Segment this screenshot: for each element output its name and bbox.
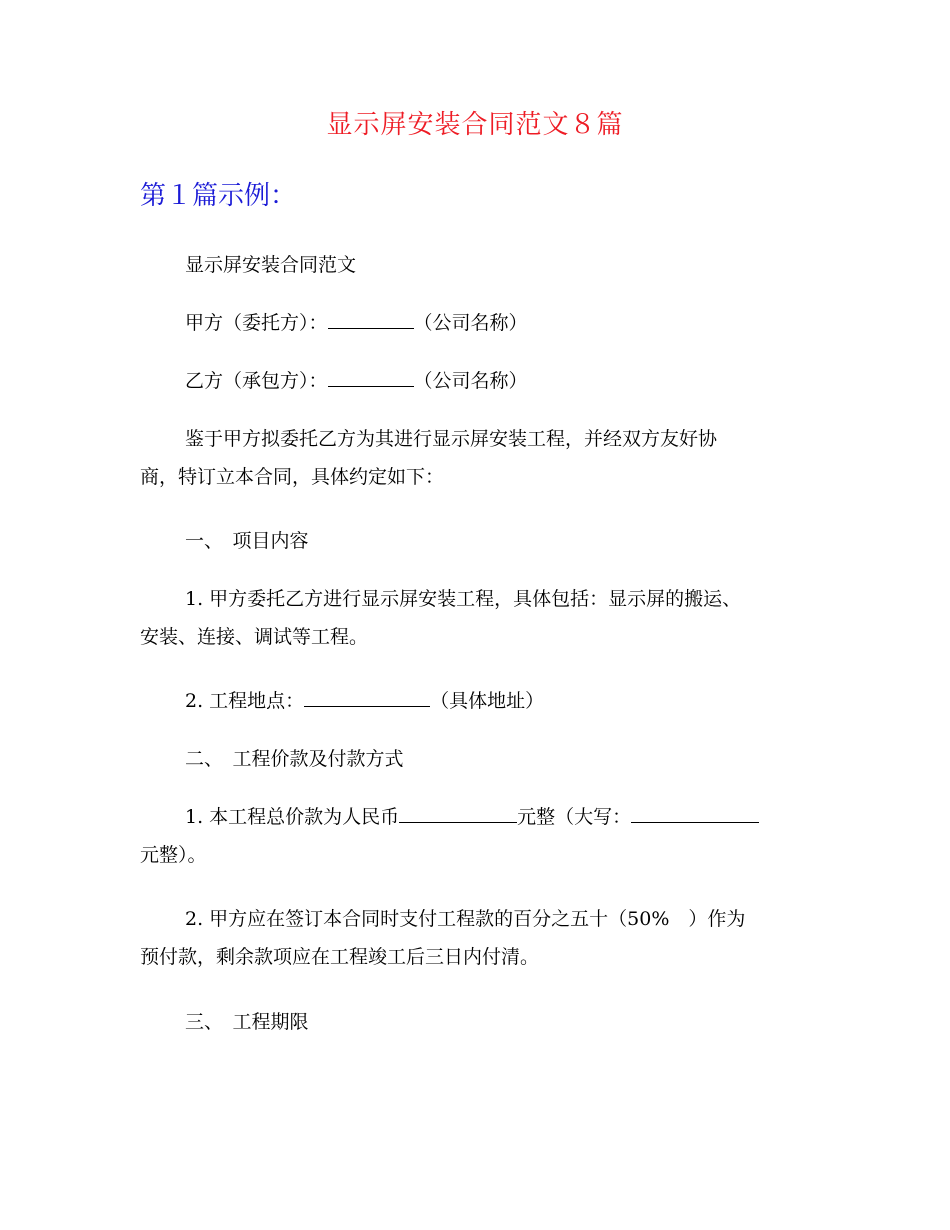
item-1-2 <box>140 682 885 720</box>
party-b-line <box>140 362 885 400</box>
section-1-heading-text: 一、 项目内容 <box>185 530 309 552</box>
item-2-1-prefix: 1. 本工程总价款为人民币 <box>185 806 400 828</box>
contract-name <box>140 246 885 284</box>
item-2-1 <box>140 798 840 874</box>
preamble-line-2: 商，特订立本合同，具体约定如下： <box>140 466 445 488</box>
item-1-2-suffix: （具体地址） <box>430 690 545 712</box>
item-1-1-line-1: 1. 甲方委托乙方进行显示屏安装工程，具体包括：显示屏的搬运、 <box>185 588 742 610</box>
item-2-1-line-2: 元整）。 <box>140 844 207 866</box>
party-b-blank <box>328 364 414 387</box>
price-blank <box>399 800 517 823</box>
party-a-blank <box>328 306 414 329</box>
section-2-heading-text: 二、 工程价款及付款方式 <box>185 748 404 770</box>
item-1-2-label: 2. 工程地点： <box>185 690 305 712</box>
section-heading: 第１篇示例： <box>140 181 297 211</box>
item-2-2 <box>140 900 840 976</box>
address-blank <box>304 684 430 707</box>
party-b-label: 乙方（承包方）： <box>185 370 328 392</box>
section-1-heading <box>140 522 885 560</box>
item-2-2-line-1: 2. 甲方应在签订本合同时支付工程款的百分之五十（50% ）作为 <box>185 908 746 930</box>
item-2-1-line-1 <box>140 798 840 836</box>
item-1-1 <box>140 580 840 656</box>
section-2-heading <box>140 740 885 778</box>
party-a-line <box>140 304 885 342</box>
item-2-1-mid: 元整（大写： <box>517 806 632 828</box>
party-a-label: 甲方（委托方）： <box>185 312 328 334</box>
item-2-2-line-2: 预付款，剩余款项应在工程竣工后三日内付清。 <box>140 946 540 968</box>
item-1-1-line-2: 安装、连接、调试等工程。 <box>140 626 369 648</box>
party-a-suffix: （公司名称） <box>413 312 528 334</box>
price-capital-blank <box>631 800 759 823</box>
preamble <box>140 420 840 496</box>
party-b-suffix: （公司名称） <box>413 370 528 392</box>
document-title: 显示屏安装合同范文８篇 <box>326 110 624 140</box>
contract-name-text: 显示屏安装合同范文 <box>185 254 357 276</box>
section-3-heading <box>140 1003 885 1041</box>
preamble-line-1: 鉴于甲方拟委托乙方为其进行显示屏安装工程，并经双方友好协 <box>185 428 718 450</box>
section-3-heading-text: 三、 工程期限 <box>185 1011 309 1033</box>
